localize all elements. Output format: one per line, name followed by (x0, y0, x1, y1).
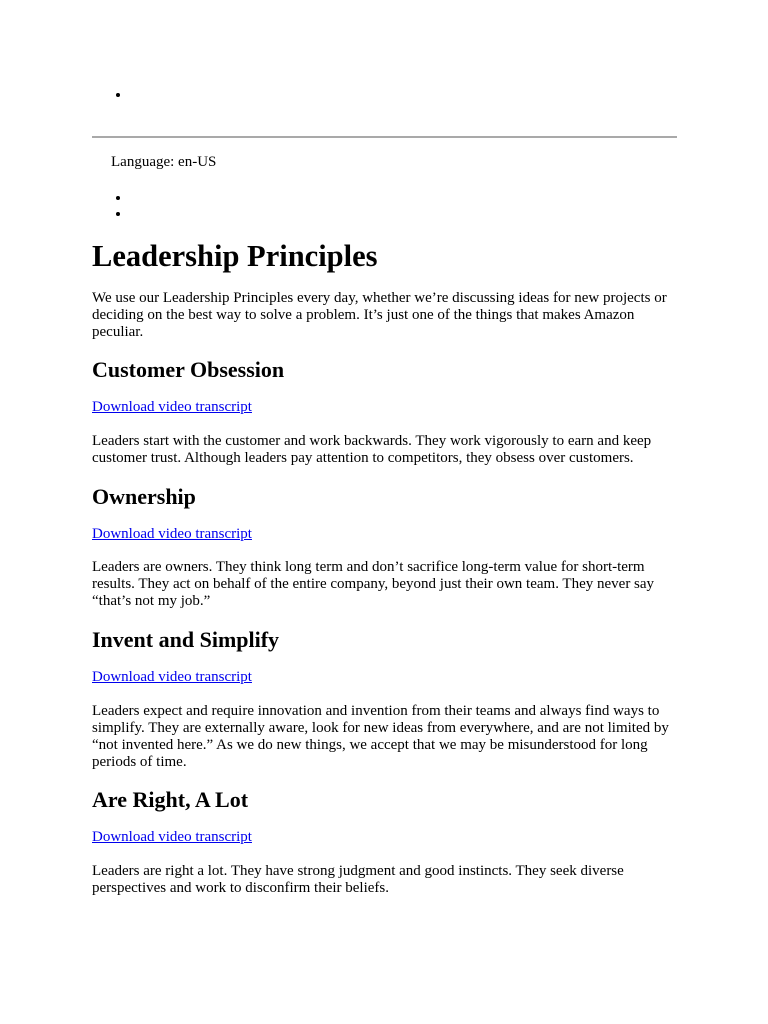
horizontal-divider (92, 136, 677, 138)
section-body-customer-obsession: Leaders start with the customer and work backwards. They work vigorously to earn and keep customer trust. Although leaders pay attention to competitors, they obsess over customers. (92, 433, 652, 466)
section-heading-are-right-a-lot: Are Right, A Lot (92, 787, 249, 812)
download-transcript-link[interactable]: Download video transcript (92, 829, 252, 845)
language-label: Language: en-US (111, 154, 217, 170)
download-transcript-link[interactable]: Download video transcript (92, 526, 252, 542)
section-body-ownership: Leaders are owners. They think long term and don’t sacrifice long-term value for short-term results. They act on behalf of the entire company, beyond just their own team. They never say “that’s not my job.” (92, 559, 655, 609)
section-body-invent-and-simplify: Leaders expect and require innovation and invention from their teams and always find ways to simplify. They are externally aware, look for new ideas from everywhere, and are not limited by “not invented here.” As we do new things, we accept that we may be misunderstood for long periods of time. (92, 703, 669, 770)
download-transcript-link[interactable]: Download video transcript (92, 399, 252, 415)
section-heading-customer-obsession: Customer Obsession (92, 357, 285, 382)
section-heading-invent-and-simplify: Invent and Simplify (92, 627, 280, 652)
section-heading-ownership: Ownership (92, 484, 196, 509)
section-body-are-right-a-lot: Leaders are right a lot. They have strong judgment and good instincts. They seek diverse perspectives and work to disconfirm their beliefs. (92, 863, 624, 896)
intro-paragraph: We use our Leadership Principles every day, whether we’re discussing ideas for new projects or deciding on the best way to solve a problem. It’s just one of the things that makes Amazon peculiar. (92, 290, 667, 340)
download-transcript-link[interactable]: Download video transcript (92, 669, 252, 685)
page-title: Leadership Principles (92, 239, 378, 273)
bullet-icon (116, 93, 120, 97)
bullet-icon (116, 196, 120, 200)
bullet-icon (116, 212, 120, 216)
